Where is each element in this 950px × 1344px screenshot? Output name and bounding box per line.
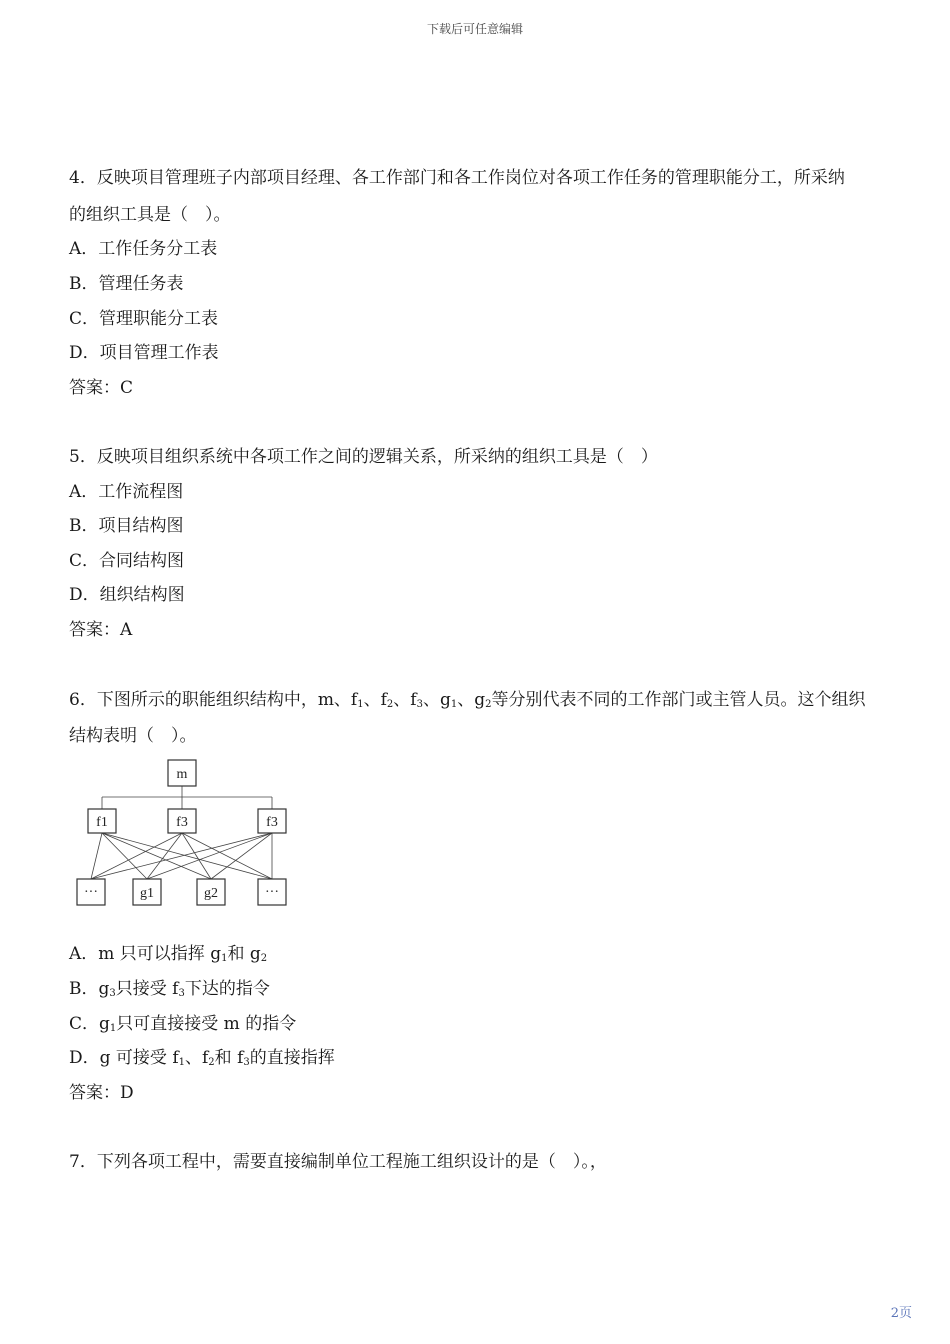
q6-stem-line2: 结构表明（ ）。 [69,726,197,746]
node-bottom-4-label: ··· [265,885,279,900]
q5-option-c: C．合同结构图 [69,551,185,571]
q6-option-b: B．$g_3$只接受 $f_3$下达的指令 [69,979,270,999]
q4-answer: 答案：C [69,378,134,398]
org-structure-diagram [69,755,301,913]
node-g1-label: g1 [140,886,154,901]
q5-option-a: A．工作流程图 [69,482,184,502]
page-number: 2页 [890,1306,912,1321]
q6-option-c: C．$g_1$只可直接接受 m 的指令 [69,1014,297,1034]
q5-stem-line1: 5．反映项目组织系统中各项工作之间的逻辑关系，所采纳的组织工具是（ ） [69,447,658,467]
node-f1-label: f1 [96,815,108,830]
q5-answer: 答案：A [69,620,133,640]
q6-answer: 答案：D [69,1083,134,1103]
q6-option-a: A．m 只可以指挥 $g_1$和 $g_2$ [69,944,268,964]
q4-stem-line2: 的组织工具是（ ）。 [69,205,231,225]
q5-option-d: D．组织结构图 [69,585,185,605]
node-g2-label: g2 [204,886,218,901]
q6-stem-line1: 6．下图所示的职能组织结构中，m、$f_1$、$f_2$、$f_3$、$g_1$、$g_2$等分别代表不同的工作部门或主管人员。这个组织 [69,690,866,710]
q6-option-d: D．g 可接受 $f_1$、$f_2$和 $f_3$的直接指挥 [69,1048,335,1068]
q4-option-d: D．项目管理工作表 [69,343,219,363]
node-m-label: m [176,767,188,782]
q4-stem-line1: 4．反映项目管理班子内部项目经理、各工作部门和各工作岗位对各项工作任务的管理职能分工，所采纳 [69,168,845,188]
q4-option-c: C．管理职能分工表 [69,309,219,329]
q7-stem-line1: 7．下列各项工程中，需要直接编制单位工程施工组织设计的是（ ）。， [69,1152,607,1172]
page-header: 下载后可任意编辑 [426,22,523,36]
q5-option-b: B．项目结构图 [69,516,184,536]
q4-option-b: B．管理任务表 [69,274,184,294]
q4-option-a: A．工作任务分工表 [69,239,218,259]
node-bottom-1-label: ··· [84,885,98,900]
node-f3-center-label: f3 [176,815,188,830]
node-f3-right-label: f3 [266,815,278,830]
